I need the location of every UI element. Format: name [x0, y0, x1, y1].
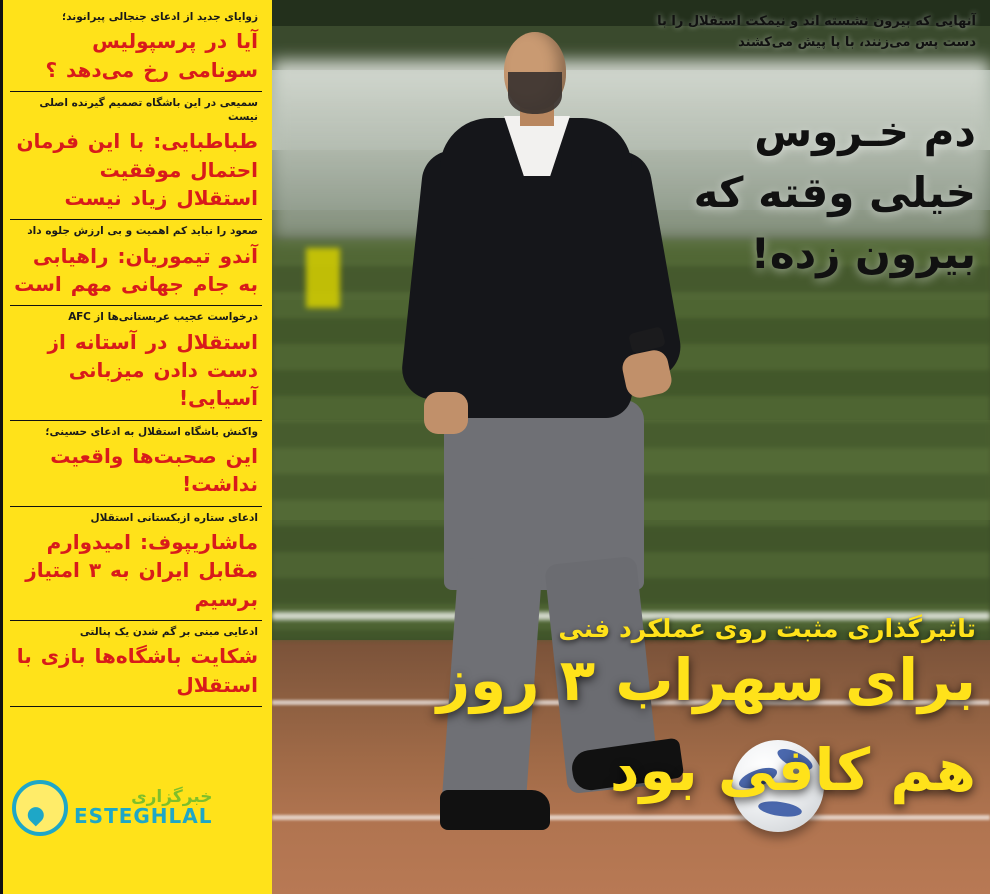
- list-item[interactable]: [10, 306, 262, 420]
- main-photo-panel: [272, 0, 990, 894]
- item-kicker: صعود را نباید کم اهمیت و بی ارزش جلوه داد: [27, 225, 258, 238]
- item-kicker: زوایای جدید از ادعای جنجالی پیرانوند؛: [62, 11, 258, 23]
- bottom-headline: برای سهراب ۳ روز هم کافی بود: [436, 646, 976, 804]
- list-item[interactable]: [10, 92, 262, 221]
- location-pin-icon: [12, 780, 68, 836]
- coach-left-hand: [424, 392, 468, 434]
- item-headline: استقلال در آستانه از دست دادن میزبانی آسیایی!: [47, 329, 258, 411]
- item-headline: این صحبت‌ها واقعیت نداشت!: [50, 443, 258, 497]
- page-title: دم خـروس خیلی وقته که بیرون زده!: [693, 107, 976, 278]
- item-kicker: درخواست عجیب عربستانی‌ها از AFC: [68, 311, 258, 324]
- item-headline: آندو تیموریان: راهیابی به جام جهانی مهم است: [14, 243, 258, 297]
- list-item[interactable]: [10, 6, 262, 92]
- item-headline: ماشاریپوف: امیدوارم مقابل ایران به ۳ امتیاز برسیم: [25, 529, 258, 611]
- watermark: [12, 780, 213, 836]
- coach-beard: [508, 72, 562, 114]
- item-kicker: سمیعی در این باشگاه تصمیم گیرنده اصلی نیست: [39, 96, 258, 124]
- item-headline: آیا در پرسپولیس سونامی رخ می‌دهد ؟: [45, 29, 258, 82]
- item-kicker: ادعای ستاره ازبکستانی استقلال: [90, 511, 258, 524]
- item-kicker: ادعایی مبنی بر گم شدن یک پنالتی: [79, 626, 258, 639]
- list-item[interactable]: [10, 421, 262, 507]
- watermark-fa-label: خبرگزاری: [131, 786, 213, 807]
- item-kicker: واکنش باشگاه استقلال به ادعای حسینی؛: [45, 425, 258, 438]
- list-item[interactable]: [10, 220, 262, 306]
- item-headline: شکایت باشگاه‌ها بازی با استقلال: [16, 644, 258, 697]
- main-kicker: آنهایی که بیرون نشسته اند و نیمکت استقلال را با دست پس می‌زنند، با پا پیش می‌کشند: [657, 14, 976, 50]
- item-headline: طباطبایی: با این فرمان احتمال موفقیت استقلال زیاد نیست: [16, 129, 258, 211]
- list-item[interactable]: [10, 621, 262, 707]
- sidebar-headlines-column: [0, 0, 272, 894]
- list-item[interactable]: [10, 507, 262, 621]
- watermark-en-label: ESTEGHLAL: [74, 804, 213, 829]
- bottom-kicker: تاثیرگذاری مثبت روی عملکرد فنی: [558, 614, 976, 643]
